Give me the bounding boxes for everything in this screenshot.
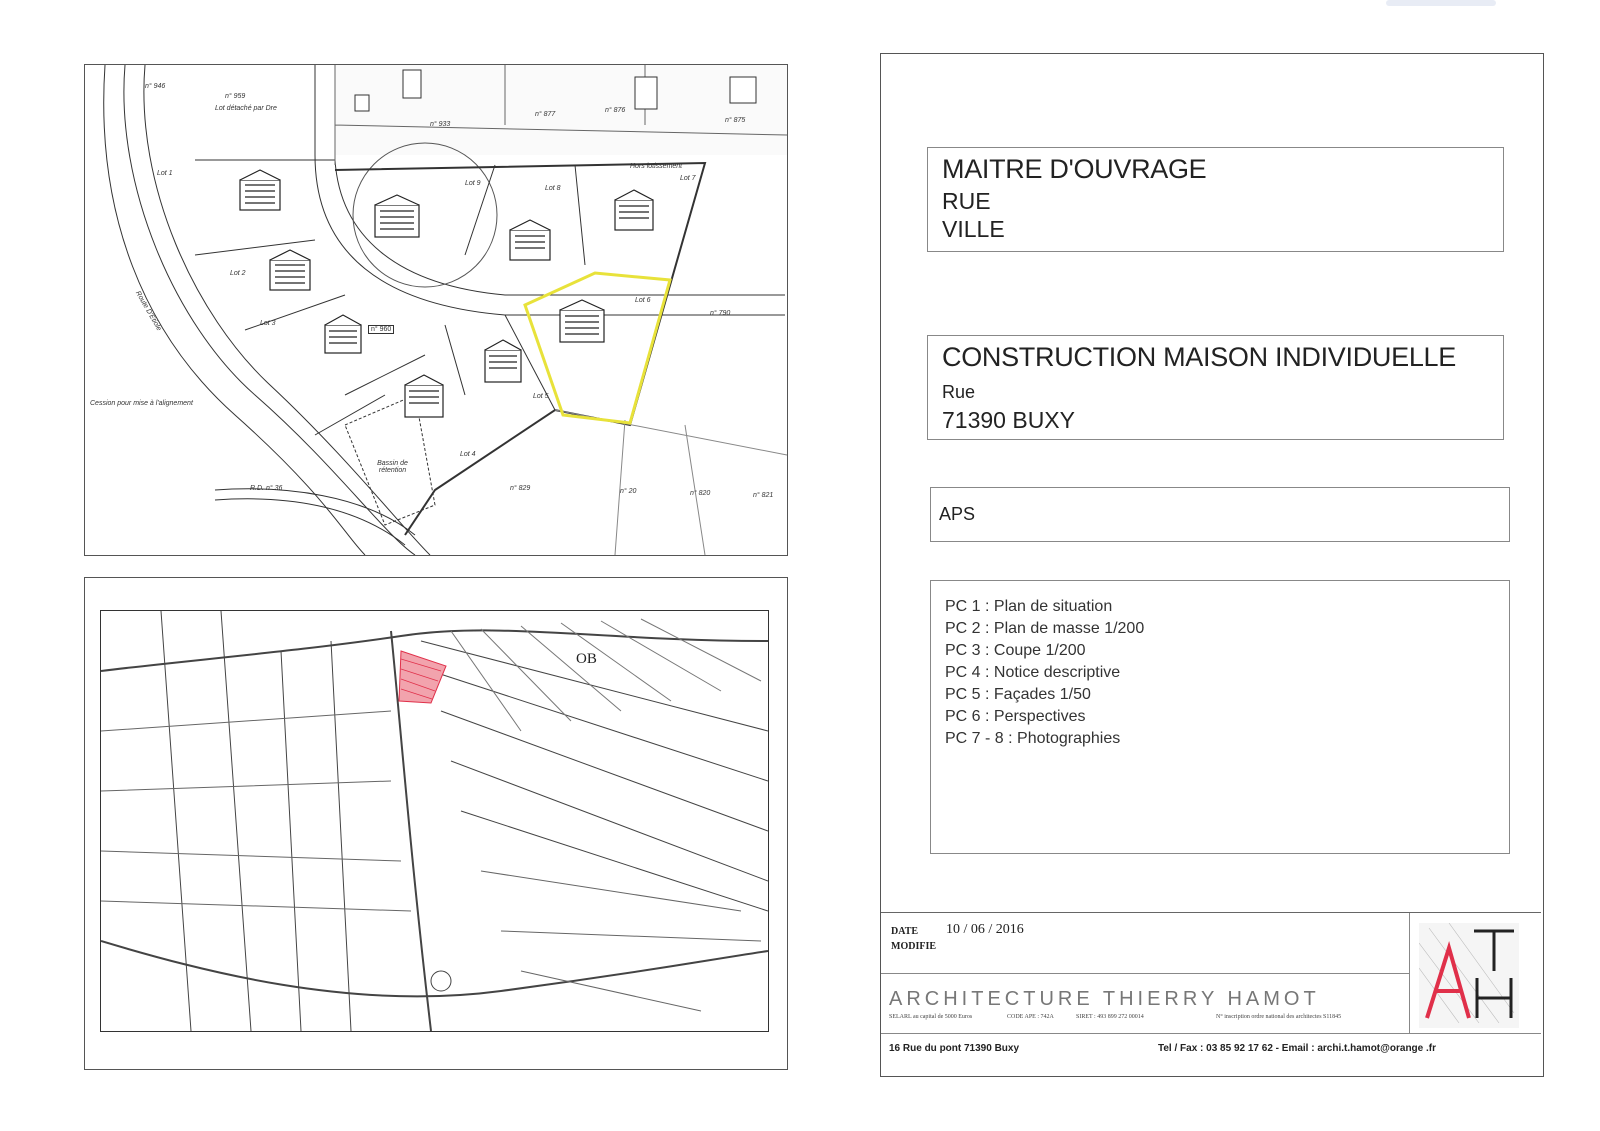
n877-label: n° 877 (535, 111, 556, 118)
piece-item: PC 5 : Façades 1/50 (945, 686, 1091, 703)
lot7-label: Lot 7 (680, 175, 696, 182)
projet-ville: 71390 BUXY (942, 407, 1075, 433)
ath-logo-graphic (1419, 923, 1519, 1028)
lot1-label: Lot 1 (157, 170, 173, 177)
north-building-1 (403, 70, 421, 98)
piece-item: PC 3 : Coupe 1/200 (945, 642, 1086, 659)
maitre-ouvrage-title: MAITRE D'OUVRAGE (942, 154, 1207, 184)
date-label: DATE (891, 926, 919, 937)
projet-box (927, 335, 1504, 440)
n820-label: n° 820 (690, 490, 711, 497)
bassin-label: Bassin de rétention (377, 460, 408, 474)
n790-label: n° 790 (710, 310, 731, 317)
piece-item: PC 6 : Perspectives (945, 708, 1086, 725)
house-lot9 (375, 195, 419, 237)
house-lot3 (325, 315, 361, 353)
house-lot6 (560, 300, 604, 342)
plan-masse-drawing (85, 65, 787, 555)
north-building-3 (635, 77, 657, 109)
contact-text: Tel / Fax : 03 85 92 17 62 - Email : archi.t.hamot@orange .fr (1158, 1043, 1436, 1054)
parcel-lines-west (161, 611, 351, 1031)
rd36-label: R.D. n° 36 (250, 485, 283, 492)
lot6-label: Lot 6 (635, 297, 651, 304)
plan-de-situation (84, 577, 788, 1070)
roundabout (431, 971, 451, 991)
hors-label: Hors lotissement (630, 163, 683, 170)
siret-text: SIRET : 493 899 272 00014 (1076, 1014, 1144, 1020)
piece-item: PC 7 - 8 : Photographies (945, 730, 1121, 747)
house-lot2 (270, 250, 310, 290)
plan-de-masse (84, 64, 788, 556)
parcel-lines-east (421, 641, 768, 911)
ath-logo (1419, 923, 1519, 1028)
situation-map (100, 610, 769, 1032)
phase-box (930, 487, 1510, 542)
piece-item: PC 1 : Plan de situation (945, 598, 1113, 615)
n960-label: n° 960 (368, 325, 394, 334)
title-block (881, 912, 1541, 1076)
n946-label: n° 946 (145, 83, 166, 90)
parcel-highlight (399, 651, 446, 703)
title-block-divider-2 (881, 1033, 1541, 1034)
n875-label: n° 875 (725, 117, 746, 124)
lot8-label: Lot 8 (545, 185, 561, 192)
lot3-label: Lot 3 (260, 320, 276, 327)
house-lot7 (615, 190, 653, 230)
north-building-4 (730, 77, 756, 103)
section-label: OB (576, 651, 597, 667)
house-lot1 (240, 170, 280, 210)
n876-label: n° 876 (605, 107, 626, 114)
piece-item: PC 2 : Plan de masse 1/200 (945, 620, 1145, 637)
parcel-lines-horizontal (101, 711, 411, 911)
route-label: Route D'Etiole (133, 290, 163, 333)
lot5-label: Lot 5 (533, 393, 549, 400)
situation-map-drawing (101, 611, 768, 1031)
projet-rue: Rue (942, 382, 976, 402)
maitre-ouvrage-ville: VILLE (942, 216, 1005, 242)
lot2-label: Lot 2 (230, 270, 246, 277)
maitre-ouvrage-box (927, 147, 1504, 252)
lot-detache-label: Lot détaché par Dre (215, 105, 277, 112)
house-lot8 (510, 220, 550, 260)
south-lines (555, 410, 787, 555)
address-text: 16 Rue du pont 71390 Buxy (889, 1043, 1020, 1054)
code-ape-text: CODE APE : 742A (1007, 1014, 1054, 1020)
selarl-text: SELARL au capital de 5000 Euros (889, 1014, 973, 1020)
house-lot5 (485, 340, 521, 382)
n829-label: n° 829 (510, 485, 531, 492)
parcel-lines-south (481, 871, 761, 1011)
projet-title: CONSTRUCTION MAISON INDIVIDUELLE (942, 342, 1456, 372)
date-value: 10 / 06 / 2016 (946, 922, 1024, 937)
scan-mark (1386, 0, 1496, 6)
cartouche (880, 53, 1544, 1077)
n20-label: n° 20 (620, 488, 637, 495)
n821-label: n° 821 (753, 492, 774, 499)
cession-label: Cession pour mise à l'alignement (90, 400, 193, 407)
piece-item: PC 4 : Notice descriptive (945, 664, 1121, 681)
firm-name: ARCHITECTURE THIERRY HAMOT (889, 988, 1320, 1010)
lot9-label: Lot 9 (465, 180, 481, 187)
n959-label: n° 959 (225, 93, 246, 100)
north-building-2 (355, 95, 369, 111)
lot4-label: Lot 4 (460, 451, 476, 458)
inscription-text: N° inscription ordre national des architectes S11845 (1216, 1014, 1342, 1020)
title-block-divider (881, 973, 1409, 974)
modifie-label: MODIFIE (891, 941, 936, 952)
phase-label: APS (939, 504, 976, 524)
n933-label: n° 933 (430, 121, 451, 128)
maitre-ouvrage-rue: RUE (942, 188, 991, 214)
rd36-edge-2 (215, 499, 405, 545)
pieces-box (930, 580, 1510, 854)
house-lot4 (405, 375, 443, 417)
